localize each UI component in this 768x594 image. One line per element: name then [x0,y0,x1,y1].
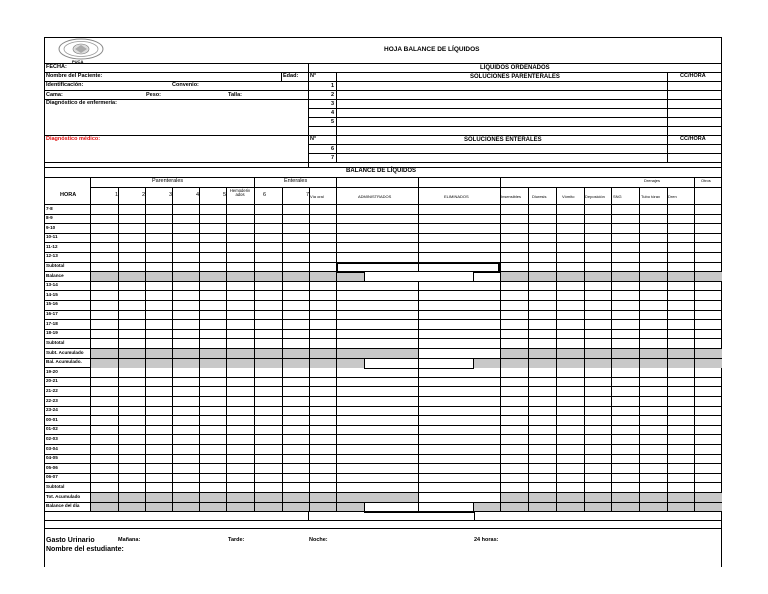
parenteral-col-number: 5 [223,192,227,198]
row-label: Subtotal [46,340,65,345]
enteral-col-number: 6 [263,192,267,198]
sng-header: SNG [613,194,622,199]
noche-label: Noche: [309,537,328,543]
grid-col-line [418,177,419,511]
grid-col-line [528,187,529,511]
tubo-toracico-header: Tubo tórax [641,194,660,199]
convenio-label: Convenio: [172,82,199,88]
cama-label: Cama: [46,92,63,98]
insensibles-header: Insensibles [501,194,522,199]
parenteral-col-number: 1 [115,192,119,198]
row-label: 17-18 [46,321,58,326]
fecha-label: FECHA: [46,64,67,70]
row-label: 8-9 [46,215,53,220]
administrados-header: ADMINISTRADOS [358,194,392,199]
grid-col-line [556,187,557,511]
deposicion-header: Deposición [585,194,605,199]
grid-col-line [145,187,146,511]
dx-enfermeria-label: Diagnóstico de enfermería: [46,100,117,106]
parenterales-header: Parenterales [152,178,184,184]
parenteral-number: 3 [331,101,335,107]
gasto-urinario-label: Gasto Urinario [46,537,95,544]
grid-col-line [254,187,255,511]
grid-col-line [308,511,309,520]
grid-col-line [90,177,91,511]
row-label: 7-8 [46,206,53,211]
enteral-number: 7 [331,155,335,161]
row-label: 04-05 [46,455,58,460]
hemoderivados-header: Hemoderiv ados [229,188,251,198]
grid-col-line [254,177,255,187]
grid-col-line [500,177,501,511]
balance-result-box [364,358,474,369]
vomito-header: Vómito [562,194,575,199]
row-label: Tot. Acumulado [46,494,81,499]
grid-col-line [611,187,612,511]
row-label: 05-06 [46,465,58,470]
24-horas-label: 24 horas: [474,537,499,543]
row-label: Balance [46,273,64,278]
row-label: 19-20 [46,369,58,374]
row-label: 23-24 [46,407,58,412]
grey-band [336,493,418,502]
parenteral-col-number: 4 [196,192,200,198]
grid-col-line [639,187,640,511]
grid-col-line [282,187,283,511]
grid-col-line [336,177,337,187]
enterales-header: Enterales [284,178,308,184]
parenteral-num-label: N° [310,73,317,79]
parenteral-number: 2 [331,92,335,98]
grid-col-line [336,187,337,511]
row-label: 20-21 [46,378,58,383]
hora-header: HORA [60,192,77,198]
dren-header: Dren [668,194,677,199]
grey-band [90,493,336,502]
row-label: 12-13 [46,253,58,258]
grey-band [90,272,336,281]
grid-col-line [172,187,173,511]
talla-label: Talla: [228,92,242,98]
drenajes-header: Drenajes [644,178,661,183]
grid-row-line [44,520,722,521]
grid-col-line [694,187,695,511]
page-title: HOJA BALANCE DE LÍQUIDOS [384,46,480,53]
student-name-label: Nombre del estudiante: [46,546,124,553]
grid-col-line [118,187,119,511]
dx-medico-label: Diagnóstico médico: [46,136,101,142]
ordered-title: LÍQUIDOS ORDENADOS [480,65,550,71]
row-label: 01-02 [46,426,58,431]
row-label: Bal. Acumulado. [46,359,82,364]
row-label: 06-07 [46,474,58,479]
row-label: 00-01 [46,417,58,422]
balance-title: BALANCE DE LÍQUIDOS [346,168,417,174]
edad-label: Edad: [283,73,299,79]
row-label: Balance del día [46,503,80,508]
patient-name-label: Nombre del Paciente: [46,73,103,79]
parenteral-cc-hora: CC/HORA [680,73,706,79]
enteral-title: SOLUCIONES ENTERALES [464,137,542,143]
row-label: 14-15 [46,292,58,297]
row-label: 02-03 [46,436,58,441]
parenteral-number: 1 [331,83,335,89]
row-label: Subt. Acumulado [46,350,84,355]
parenteral-number: 4 [331,110,335,116]
row-label: 22-23 [46,398,58,403]
row-label: Subtotal [46,484,65,489]
row-label: 21-22 [46,388,58,393]
grid-col-line [90,177,91,187]
logo-caption: PUCA [72,59,84,64]
grey-band [336,349,418,358]
parenteral-col-number: 2 [142,192,146,198]
grid-col-line [584,187,585,511]
enteral-col-number: 7 [306,192,310,198]
row-label: 03-04 [46,446,58,451]
parenteral-title: SOLUCIONES PARENTERALES [470,74,560,80]
row-label: 18-19 [46,330,58,335]
parenteral-number: 5 [331,119,335,125]
row-label: 13-14 [46,282,58,287]
grid-row-line [90,187,722,188]
row-label: Subtotal [46,263,65,268]
via-oral-header: Vía oral [310,194,324,199]
peso-label: Peso: [146,92,161,98]
tarde-label: Tarde: [228,537,245,543]
grid-col-line [226,187,227,511]
grid-col-line [199,187,200,511]
grid-row-line [44,528,722,529]
balance-result-box [364,271,474,282]
grid-col-line [500,177,501,187]
grid-col-line [694,177,695,187]
grey-band [90,359,364,368]
row-label: 9-10 [46,225,56,230]
eliminados-header: ELIMINADOS [444,194,469,199]
row-label: 15-16 [46,301,58,306]
manana-label: Mañana: [118,537,141,543]
grid-row-line [44,511,722,512]
parenteral-col-number: 3 [169,192,173,198]
identificacion-label: Identificación: [46,82,84,88]
diuresis-header: Diuresis [532,194,547,199]
otros-header: Otros [701,178,711,183]
row-label: 16-17 [46,311,58,316]
enteral-num-label: N° [310,136,317,142]
enteral-cc-hora: CC/HORA [680,136,706,142]
grid-col-line [474,511,475,520]
enteral-number: 6 [331,146,335,152]
row-label: 10-11 [46,234,58,239]
grid-col-line [667,187,668,511]
grey-band [474,359,722,368]
row-label: 11-12 [46,244,58,249]
grey-band [90,349,336,358]
grid-col-line [309,187,310,511]
